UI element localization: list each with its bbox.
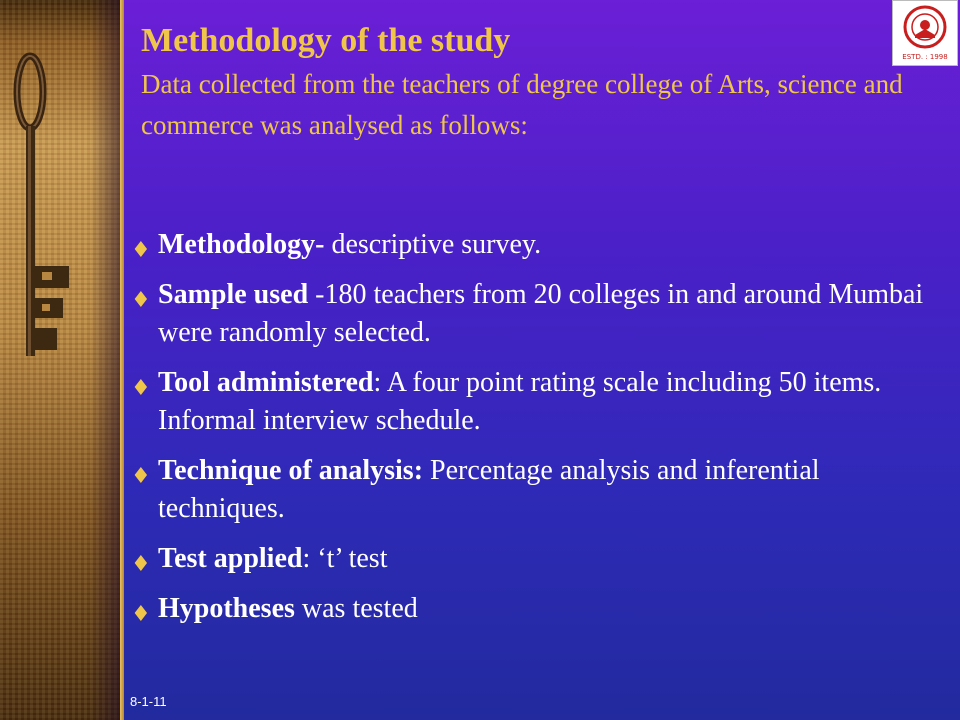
bullet-item (128, 364, 948, 440)
bullet-item (128, 276, 948, 352)
bullet-item (128, 540, 948, 578)
bullet-term: Sample used (158, 279, 309, 310)
bullet-term: Hypotheses (158, 593, 295, 624)
slide-date: 8-1-11 (130, 694, 167, 709)
bullet-term: Tool administered (158, 367, 374, 398)
bullet-term: Methodology- (158, 229, 325, 260)
college-emblem-icon (893, 1, 957, 65)
college-logo (892, 0, 958, 66)
diamond-bullet-icon: ♦ (131, 552, 151, 577)
bullet-text: Percentage analysis and inferential techniques. (158, 455, 820, 524)
diamond-bullet-icon: ♦ (131, 238, 151, 263)
slide-subtitle: Data collected from the teachers of degree college of Arts, science and commerce was analysed as follows: (141, 69, 903, 140)
diamond-bullet-icon: ♦ (131, 376, 151, 401)
slide-title: Methodology of the study (141, 22, 511, 59)
bullet-item (128, 590, 948, 628)
logo-caption: ESTD. : 1998 (902, 53, 948, 61)
diamond-bullet-icon: ♦ (131, 464, 151, 489)
diamond-bullet-icon: ♦ (131, 288, 151, 313)
bullet-text: descriptive survey. (324, 229, 542, 260)
bullet-item (128, 452, 948, 528)
bullet-text: : A four point rating scale including 50 items. Informal interview schedule. (158, 367, 882, 436)
decorative-side-strip (0, 0, 120, 720)
bullet-text: -180 teachers from 20 colleges in and around Mumbai were randomly selected. (158, 279, 924, 348)
bullet-text: was tested (294, 593, 418, 624)
bullet-term: Test applied (158, 543, 303, 574)
bullet-item (128, 226, 948, 264)
bullet-term: Technique of analysis: (158, 455, 424, 486)
bullet-list (128, 226, 948, 640)
diamond-bullet-icon: ♦ (131, 602, 151, 627)
bullet-text: : ‘t’ test (302, 543, 388, 574)
divider-line (120, 0, 124, 720)
